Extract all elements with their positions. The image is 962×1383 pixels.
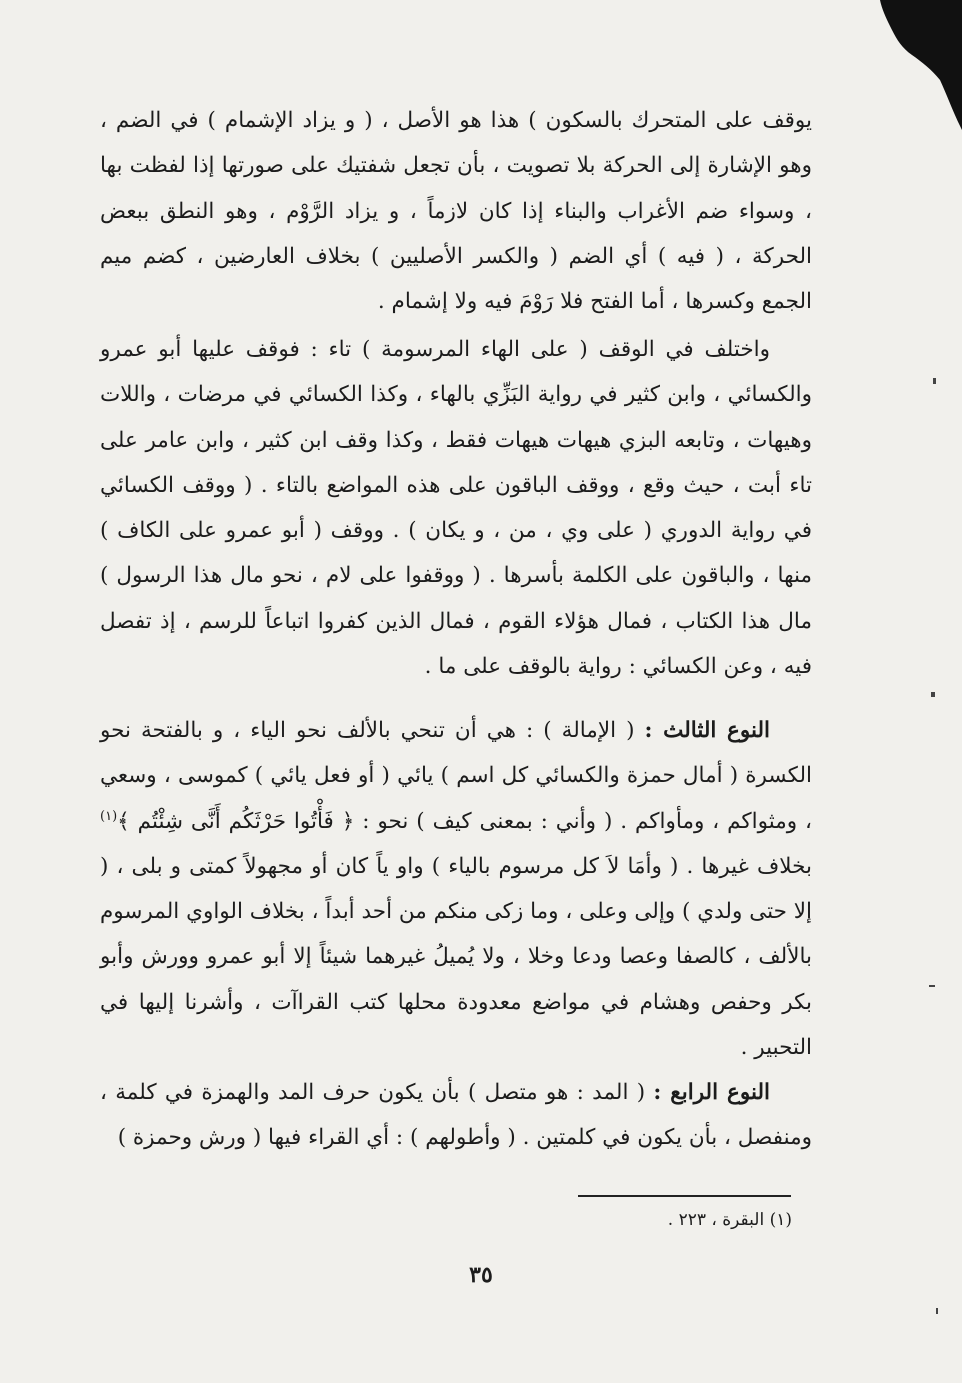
paragraph-3-text: ( الإمالة ) : هي أن تنحي بالألف نحو الياء ، و بالفتحة نحو الكسرة ( أمال حمزة والكسائي كل اسم ) يائي ( أو فعل يائي ) كموسى ، وسعي ، ومثواكم ، ومأواكم . ( وأني : بمعنى كيف ) نحو : ﴿ فَأْتُوا حَرْثَكُم أَنَّى شِئْتُم ﴾ (100, 718, 812, 834)
section-heading-third: النوع الثالث : (644, 718, 770, 743)
paragraph-3 (100, 708, 812, 1070)
margin-mark (931, 692, 935, 697)
torn-corner-shadow (852, 0, 962, 130)
paragraph-2-text: واختلف في الوقف ( على الهاء المرسومة ) تاء : فوقف عليها أبو عمرو والكسائي ، وابن كثير في رواية البَزِّي بالهاء ، وكذا الكسائي في مرضات ، واللات وهيهات ، وتابعه البزي هيهات هيهات فقط ، وكذا وقف ابن كثير ، وابن عامر على تاء أبت ، حيث وقع ، ووقف الباقون على هذه المواضع بالتاء . ( ووقف الكسائي في رواية الدوري ( على وي ، من ، و يكان ) . ووقف ( أبو عمرو على الكاف ) منها ، والباقون على الكلمة بأسرها . ( ووقفوا على لام ، نحو مال هذا الرسول ) مال هذا الكتاب ، فمال هؤلاء القوم ، فمال الذين كفروا اتباعاً للرسم ، إذ تفصل فيه ، وعن الكسائي : رواية بالوقف على ما . (100, 337, 812, 680)
paragraph-1 (100, 98, 812, 324)
section-heading-fourth: النوع الرابع : (653, 1080, 770, 1105)
footnote-reference: (١) (100, 808, 118, 824)
margin-mark (933, 378, 936, 384)
paragraph-4-body (100, 1070, 812, 1161)
margin-mark (929, 985, 935, 987)
paragraph-3-rest: بخلاف غيرها . ( وأمَا لاَ كل مرسوم بالياء ) واو ياً كان أو مجهولاً كمتى و بلى ، ( إلا حتى ولدي ) وإلى وعلى ، وما زكى منكم من أحد أبداً ، بخلاف الواوي المرسوم بالألف ، كالصفا وعصا ودعا وخلا ، ولا يُميلُ غيرهما شيئاً إلا أبو عمرو وورش وأبو بكر وحفص وهشام في مواضع معدودة محلها كتب القراآت ، وأشرنا إليها في التحبير . (100, 853, 812, 1061)
paragraph-3-body (100, 708, 812, 1070)
margin-mark (936, 1308, 938, 1314)
footnote: (١) البقرة ، ٢٢٣ . (667, 1210, 792, 1230)
paragraph-4 (100, 1070, 812, 1161)
paragraph-4-text: ( المد : هو متصل ) بأن يكون حرف المد والهمزة في كلمة ، ومنفصل ، بأن يكون في كلمتين . ( وأطولهم ) : أي القراء فيها ( ورش وحمزة ) (100, 1080, 812, 1151)
paragraph-1-text: يوقف على المتحرك بالسكون ) هذا هو الأصل ، ( و يزاد الإشمام ) في الضم ، وهو الإشارة إلى الحركة بلا تصويت ، بأن تجعل شفتيك على صورتها إذا لفظت بها ، وسواء ضم الأغراب والبناء إذا كان لازماً ، و يزاد الرَّوْم ، وهو النطق ببعض الحركة ، ( فيه ) أي الضم ( والكسر الأصليين ) بخلاف العارضين ، كضم ميم الجمع وكسرها ، أما الفتح فلا رَوْمَ فيه ولا إشمام . (100, 108, 812, 315)
paragraph-2 (100, 327, 812, 689)
page-number: ٣٥ (469, 1262, 493, 1288)
footnote-separator (578, 1195, 791, 1197)
